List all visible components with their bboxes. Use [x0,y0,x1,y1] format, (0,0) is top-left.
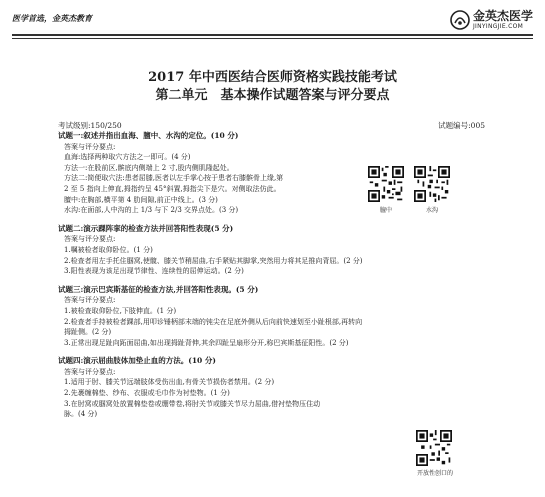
brand-logo-url: JINYINGJIE.COM [472,23,524,30]
answer-line: 3.正常出现足趾向跖面屈曲,如出现拇趾背伸,其余四趾呈扇形分开,称巴宾斯基征阳性。(2 分) [64,338,349,347]
brand-logo[interactable] [450,7,533,33]
answer-line: 答案与评分要点: [64,367,116,376]
brand-logo-name: 金英杰医学 [472,9,533,23]
question-heading: 试题四:演示屈曲肢体加垫止血的方法。(10 分) [58,356,216,366]
answer-line: 3.在肘窝或腘窝处放置棉垫卷或绷带卷,将肘关节或膝关节尽力屈曲,借衬垫物压住动 [64,399,321,408]
answer-line: 膻中:在胸部,横平第 4 肋间隙,前正中线上。(3 分) [64,195,218,204]
answer-line: 脉。(4 分) [64,410,98,419]
header-rule [12,34,533,39]
brand-logo-icon [450,10,470,30]
qr-label-open-wound: 开放性创口的 [416,470,453,477]
qr-label-shuigou: 水沟 [425,207,438,214]
section-gap [58,277,488,285]
question-number: 试题编号:005 [438,121,485,130]
answer-line: 答案与评分要点: [64,296,116,305]
answer-line: 血海:选择两种取穴方法之一即可。(4 分) [64,153,191,162]
qr-code-icon[interactable] [416,430,452,466]
answer-line: 1.适用于肘、膝关节远端肢体受伤出血,有骨关节损伤者禁用。(2 分) [64,378,275,387]
qr-code-icon[interactable] [368,166,404,202]
qr-label-tanzhong: 膻中 [379,207,392,214]
answer-line: 拇趾侧。(2 分) [64,328,112,337]
answer-line: 水沟:在面部,人中沟的上 1/3 与下 2/3 交界点处。(3 分) [64,206,239,215]
answer-line: 答案与评分要点: [64,142,116,151]
exam-level: 考试级别:150/250 [58,121,122,130]
answer-line: 3.阳性表现为该足出现节律性、连续性的屈伸运动。(2 分) [64,267,244,276]
answer-line: 2.检查者用左手托住腘窝,使髋、膝关节稍屈曲,右手紧贴其脚掌,突然用力将其足推向背屈。(2 分) [64,256,363,265]
document-title: 2017 年中西医结合医师资格实践技能考试 [148,70,397,85]
question-heading: 试题一:叙述并指出血海、膻中、水沟的定位。(10 分) [58,131,239,140]
answer-line: 答案与评分要点: [64,235,116,244]
answer-line: 方法二:简便取穴法:患者屈膝,医者以左手掌心按于患者右膝髌骨上缘,第 [64,174,284,183]
answer-line: 方法一:在股前区,髌底内侧端上 2 寸,股内侧肌隆起处。 [64,163,234,172]
document-subtitle: 第二单元 基本操作试题答案与评分要点 [155,88,390,103]
section-gap [58,216,488,224]
answer-line: 2.先裹缠棉垫、纱布、衣服或毛巾作为衬垫物。(1 分) [64,389,230,398]
question-heading: 试题三:演示巴宾斯基征的检查方法,并回答阳性表现。(5 分) [58,284,259,294]
header-slogan: 医学首选，金英杰教育 [12,13,92,23]
answer-line: 1.被检查取仰卧位,下肢伸直。(1 分) [64,306,177,315]
answer-line: 2.检查者手持被检者踝部,用叩诊锤柄部末端的钝尖在足底外侧从后向前快速划至小趾根部,再转向 [64,317,363,326]
qr-code-icon[interactable] [414,166,450,202]
question-heading: 试题二:演示踝阵挛的检查方法并回答阳性表现(5 分) [58,223,234,233]
answer-line: 1.嘱被检者取仰卧位。(1 分) [64,245,153,254]
answer-line: 2 至 5 指向上伸直,拇指约呈 45°斜置,拇指尖下是穴。对侧取法仿此。 [64,184,281,193]
